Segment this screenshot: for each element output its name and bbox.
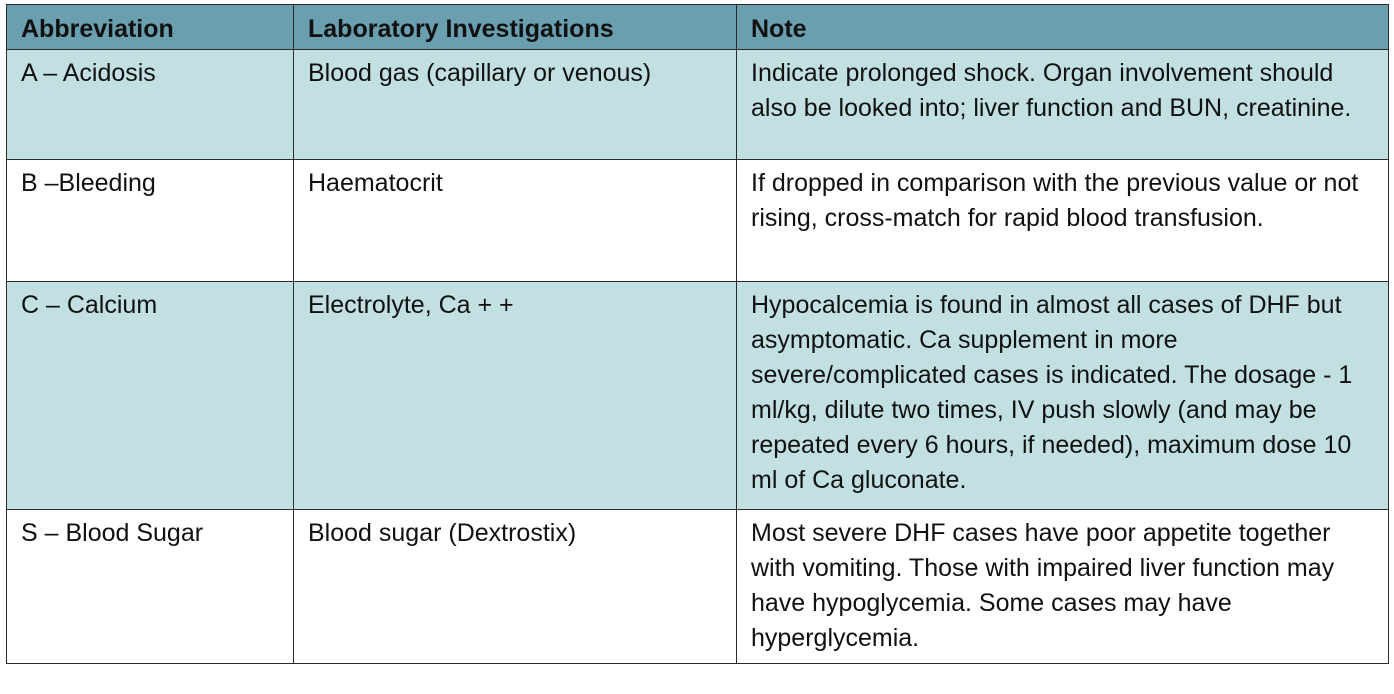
header-laboratory-investigations: Laboratory Investigations (294, 5, 737, 50)
cell-note: Hypocalcemia is found in almost all cases of DHF but asymptomatic. Ca supplement in more severe/complicated cases is indicated. The dosage - 1 ml/kg, dilute two times, IV push slowly (and may be repeated every 6 hours, if needed), maximum dose 10 ml of Ca gluconate. (737, 282, 1389, 510)
cell-abbreviation: S – Blood Sugar (7, 510, 294, 664)
cell-abbreviation: C – Calcium (7, 282, 294, 510)
cell-investigation: Electrolyte, Ca + + (294, 282, 737, 510)
cell-note: Most severe DHF cases have poor appetite together with vomiting. Those with impaired liver function may have hypoglycemia. Some cases may have hyperglycemia. (737, 510, 1389, 664)
cell-investigation: Blood sugar (Dextrostix) (294, 510, 737, 664)
table-header-row (7, 5, 1389, 50)
header-abbreviation: Abbreviation (7, 5, 294, 50)
cell-abbreviation: B –Bleeding (7, 160, 294, 282)
cell-investigation: Blood gas (capillary or venous) (294, 50, 737, 160)
cell-note: If dropped in comparison with the previous value or not rising, cross-match for rapid blood transfusion. (737, 160, 1389, 282)
table-row (7, 160, 1389, 282)
lab-investigations-table (6, 4, 1389, 664)
table-row (7, 50, 1389, 160)
cell-note: Indicate prolonged shock. Organ involvement should also be looked into; liver function and BUN, creatinine. (737, 50, 1389, 160)
cell-investigation: Haematocrit (294, 160, 737, 282)
table-row (7, 510, 1389, 664)
lab-investigations-table-container (6, 4, 1388, 664)
header-note: Note (737, 5, 1389, 50)
table-row (7, 282, 1389, 510)
cell-abbreviation: A – Acidosis (7, 50, 294, 160)
